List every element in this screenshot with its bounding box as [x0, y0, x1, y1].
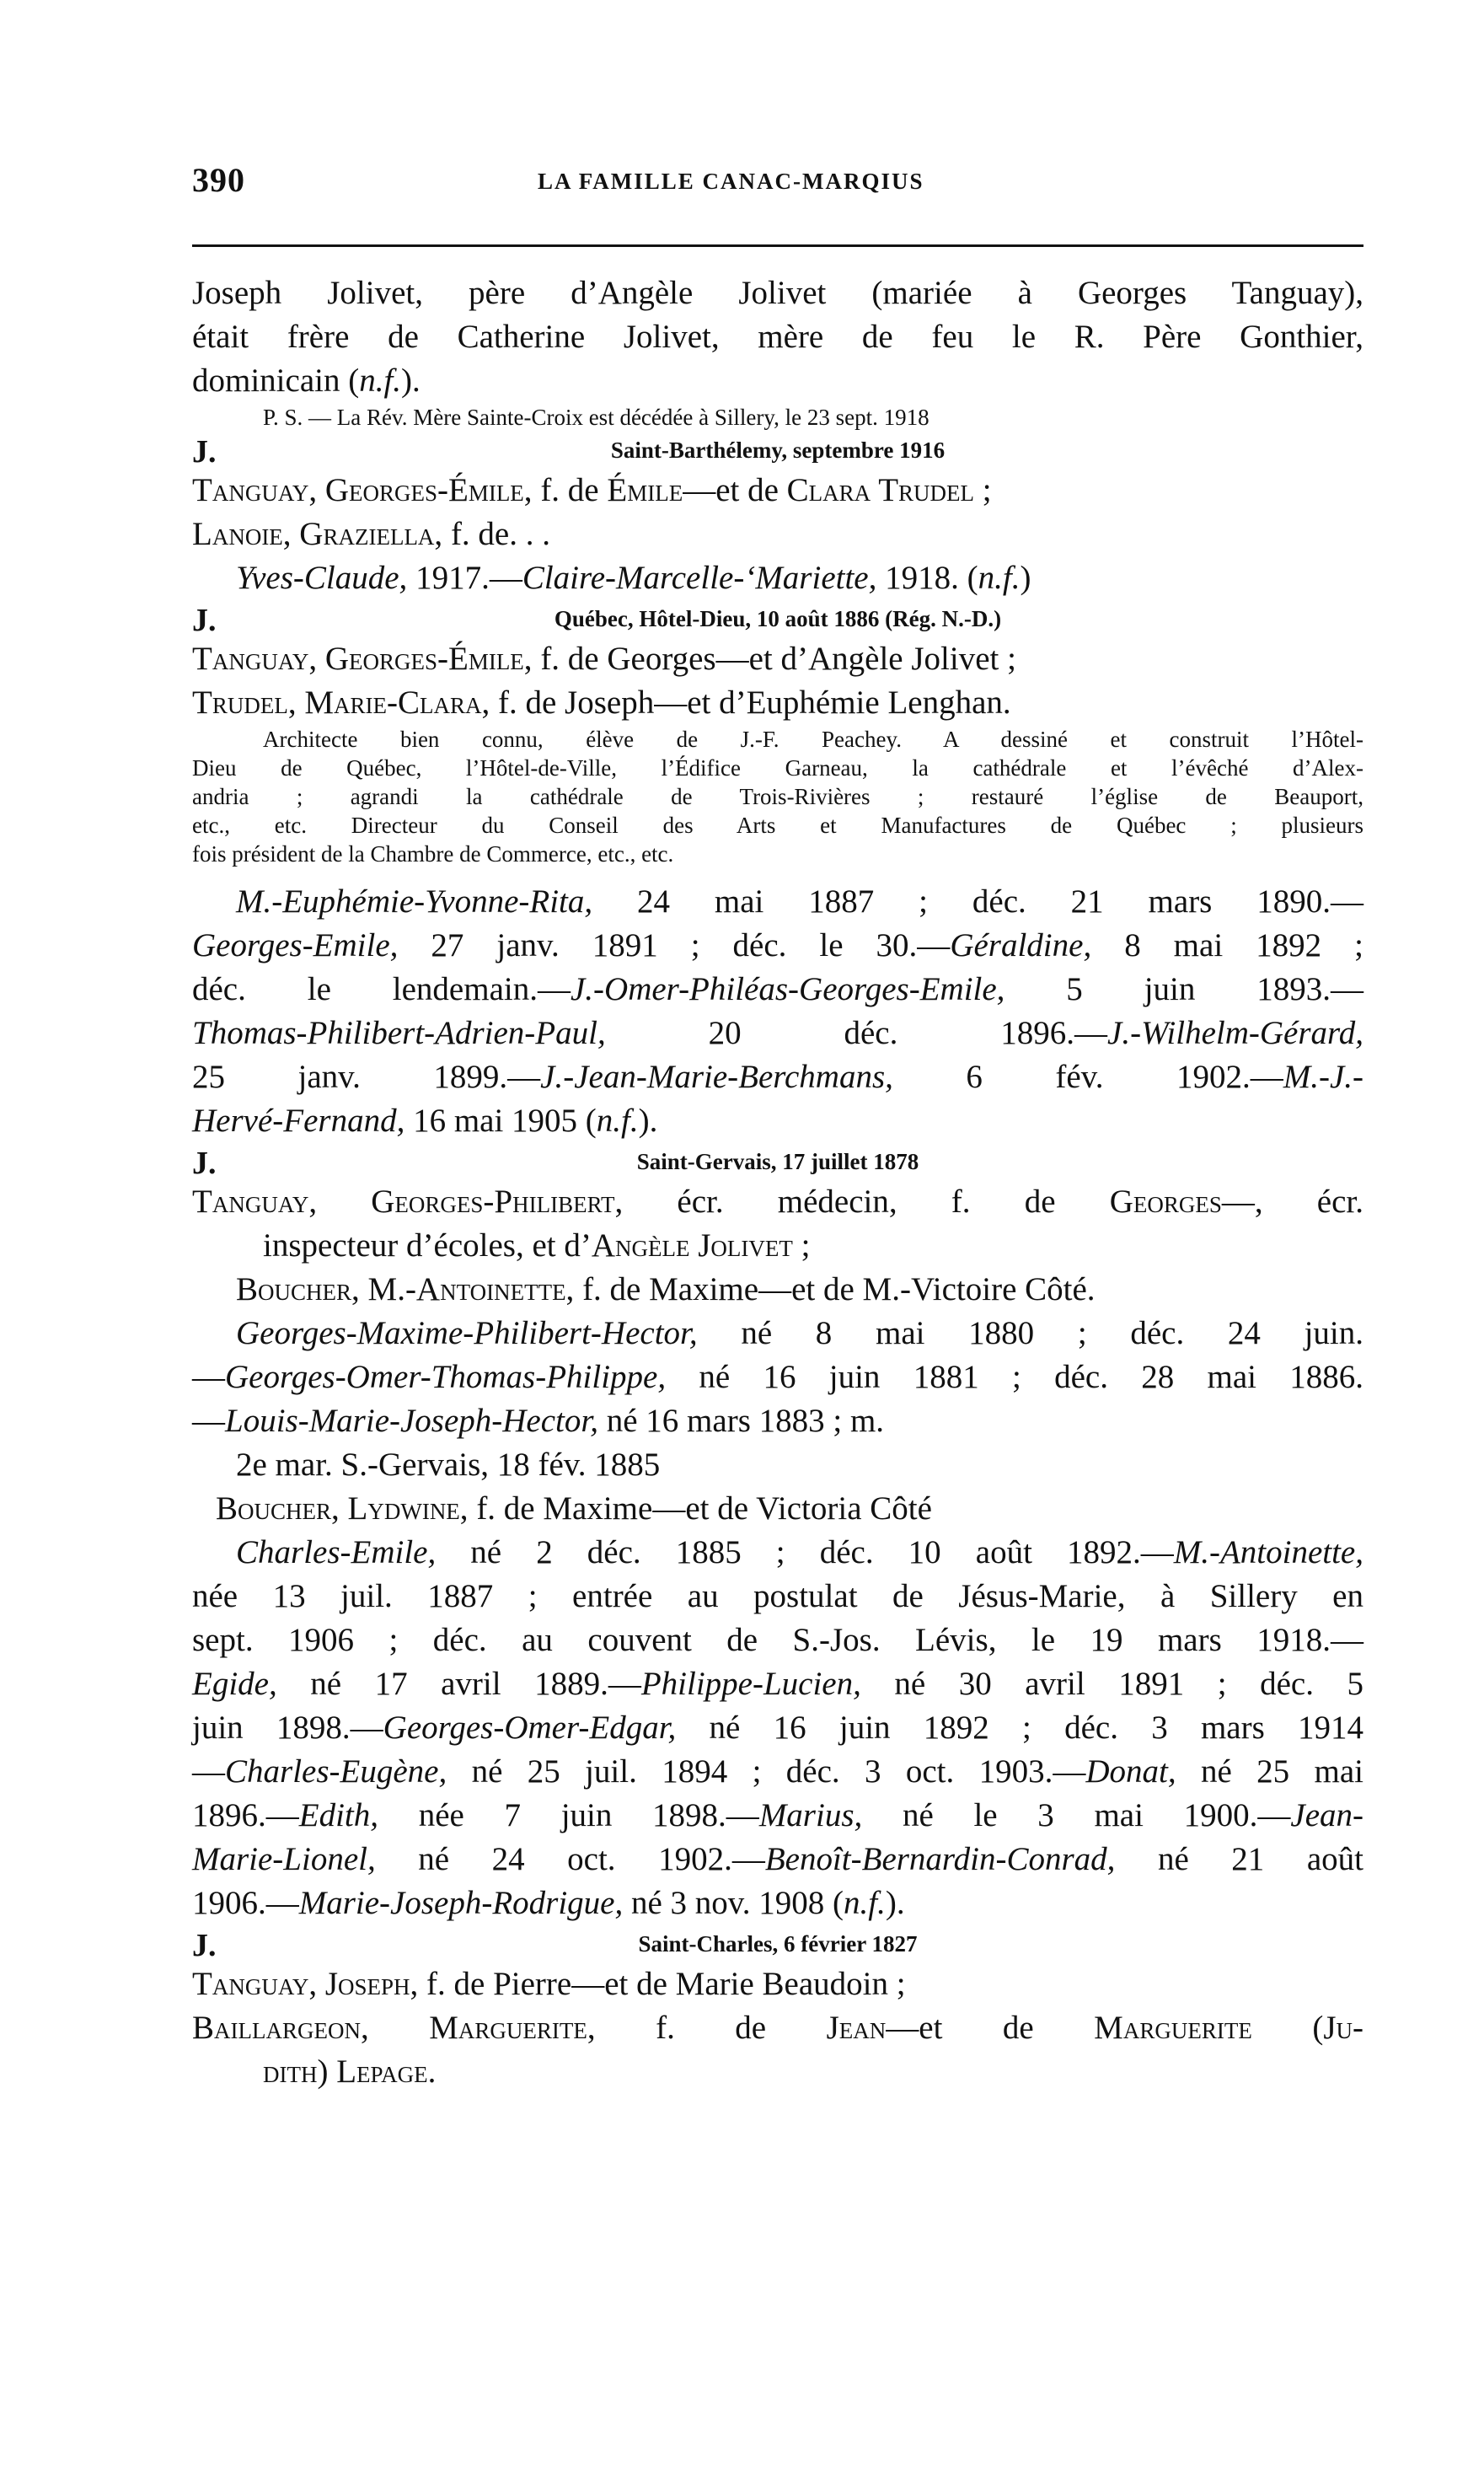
- text-line: Georges-Maxime-Philibert-Hector, né 8 mai 1880 ; déc. 24 juin.: [236, 1315, 1363, 1351]
- record-heading: [192, 1143, 1363, 1180]
- biography-note: andria ; agrandi la cathédrale de Trois-Rivières ; restauré l’église de Beauport,: [192, 784, 1363, 809]
- text-line: Hervé-Fernand, 16 mai 1905 (n.f.).: [192, 1103, 658, 1139]
- running-head: LA FAMILLE CANAC-MARQIUS: [538, 169, 924, 194]
- text-line: Lanoie, Graziella, f. de. . .: [192, 516, 550, 552]
- text-line: sept. 1906 ; déc. au couvent de S.-Jos. Lévis, le 19 mars 1918.—: [192, 1622, 1363, 1658]
- page-header: [192, 160, 1363, 211]
- text-line: Tanguay, Georges-Émile, f. de Georges—et d’Angèle Jolivet ;: [192, 641, 1016, 677]
- text-line: Thomas-Philibert-Adrien-Paul, 20 déc. 1896.—J.-Wilhelm-Gérard,: [192, 1015, 1363, 1051]
- record-marker: J.: [192, 1146, 217, 1181]
- text-line: Georges-Emile, 27 janv. 1891 ; déc. le 30.—Géraldine, 8 mai 1892 ;: [192, 927, 1363, 964]
- text-line: —Georges-Omer-Thomas-Philippe, né 16 juin 1881 ; déc. 28 mai 1886.: [192, 1359, 1363, 1395]
- record-marker: J.: [192, 603, 217, 638]
- text-line: Yves-Claude, 1917.—Claire-Marcelle-‘Mariette, 1918. (n.f.): [236, 560, 1031, 596]
- record-marker: J.: [192, 1928, 217, 1963]
- text-line: Egide, né 17 avril 1889.—Philippe-Lucien, né 30 avril 1891 ; déc. 5: [192, 1666, 1364, 1702]
- text-line: juin 1898.—Georges-Omer-Edgar, né 16 juin 1892 ; déc. 3 mars 1914: [192, 1710, 1364, 1746]
- text-line: Baillargeon, Marguerite, f. de Jean—et de Marguerite (Ju-: [192, 2010, 1363, 2046]
- biography-note: Dieu de Québec, l’Hôtel-de-Ville, l’Édifice Garneau, la cathédrale et l’évêché d’Alex-: [192, 755, 1363, 781]
- text-line: —Charles-Eugène, né 25 juil. 1894 ; déc. 3 oct. 1903.—Donat, né 25 mai: [192, 1753, 1363, 1790]
- text-line: née 13 juil. 1887 ; entrée au postulat de Jésus-Marie, à Sillery en: [192, 1578, 1363, 1614]
- record-place-date: Saint-Charles, 6 février 1827: [638, 1931, 918, 1957]
- text-line: 2e mar. S.-Gervais, 18 fév. 1885: [236, 1447, 661, 1483]
- record-place-date: Saint-Barthélemy, septembre 1916: [610, 437, 946, 463]
- biography-note: etc., etc. Directeur du Conseil des Arts et Manufactures de Québec ; plusieurs: [192, 813, 1363, 838]
- text-line: 1896.—Edith, née 7 juin 1898.—Marius, né le 3 mai 1900.—Jean-: [192, 1797, 1364, 1833]
- text-line: inspecteur d’écoles, et d’Angèle Jolivet ;: [263, 1227, 811, 1264]
- text-line: dith) Lepage.: [263, 2053, 437, 2090]
- text-line: 25 janv. 1899.—J.-Jean-Marie-Berchmans, 6 fév. 1902.—M.-J.-: [192, 1059, 1364, 1095]
- text-line: Charles-Emile, né 2 déc. 1885 ; déc. 10 août 1892.—M.-Antoinette,: [236, 1534, 1363, 1570]
- text-line: déc. le lendemain.—J.-Omer-Philéas-Georges-Emile, 5 juin 1893.—: [192, 971, 1364, 1007]
- page-body: [192, 271, 1363, 2094]
- text-line: Tanguay, Georges-Philibert, écr. médecin, f. de Georges—, écr.: [192, 1184, 1363, 1220]
- text-line: Boucher, Lydwine, f. de Maxime—et de Victoria Côté: [216, 1490, 932, 1527]
- record-heading: [192, 432, 1363, 469]
- text-line: 1906.—Marie-Joseph-Rodrigue, né 3 nov. 1908 (n.f.).: [192, 1885, 905, 1921]
- record-place-date: Québec, Hôtel-Dieu, 10 août 1886 (Rég. N.-D.): [554, 606, 1002, 631]
- text-line: —Louis-Marie-Joseph-Hector, né 16 mars 1883 ; m.: [192, 1403, 885, 1439]
- text-line: dominicain (n.f.).: [192, 362, 421, 399]
- text-line: Marie-Lionel, né 24 oct. 1902.—Benoît-Bernardin-Conrad, né 21 août: [192, 1841, 1363, 1877]
- text-line: Tanguay, Joseph, f. de Pierre—et de Marie Beaudoin ;: [192, 1966, 906, 2002]
- biography-note: fois président de la Chambre de Commerce, etc., etc.: [192, 841, 674, 867]
- text-line: Boucher, M.-Antoinette, f. de Maxime—et de M.-Victoire Côté.: [236, 1271, 1096, 1307]
- record-heading: [192, 600, 1363, 637]
- record-heading: [192, 1925, 1363, 1962]
- header-rule: [192, 244, 1363, 247]
- page-number: 390: [192, 161, 245, 199]
- record-marker: J.: [192, 434, 217, 470]
- text-line: Joseph Jolivet, père d’Angèle Jolivet (mariée à Georges Tanguay),: [192, 275, 1363, 311]
- text-line: Trudel, Marie-Clara, f. de Joseph—et d’Euphémie Lenghan.: [192, 684, 1011, 721]
- text-line: M.-Euphémie-Yvonne-Rita, 24 mai 1887 ; déc. 21 mars 1890.—: [236, 883, 1363, 920]
- biography-note: Architecte bien connu, élève de J.-F. Peachey. A dessiné et construit l’Hôtel-: [263, 727, 1363, 752]
- text-line: Tanguay, Georges-Émile, f. de Émile—et de Clara Trudel ;: [192, 472, 992, 508]
- record-place-date: Saint-Gervais, 17 juillet 1878: [636, 1149, 919, 1174]
- postscript-note: P. S. — La Rév. Mère Sainte-Croix est décédée à Sillery, le 23 sept. 1918: [263, 405, 930, 430]
- text-line: était frère de Catherine Jolivet, mère de feu le R. Père Gonthier,: [192, 319, 1363, 355]
